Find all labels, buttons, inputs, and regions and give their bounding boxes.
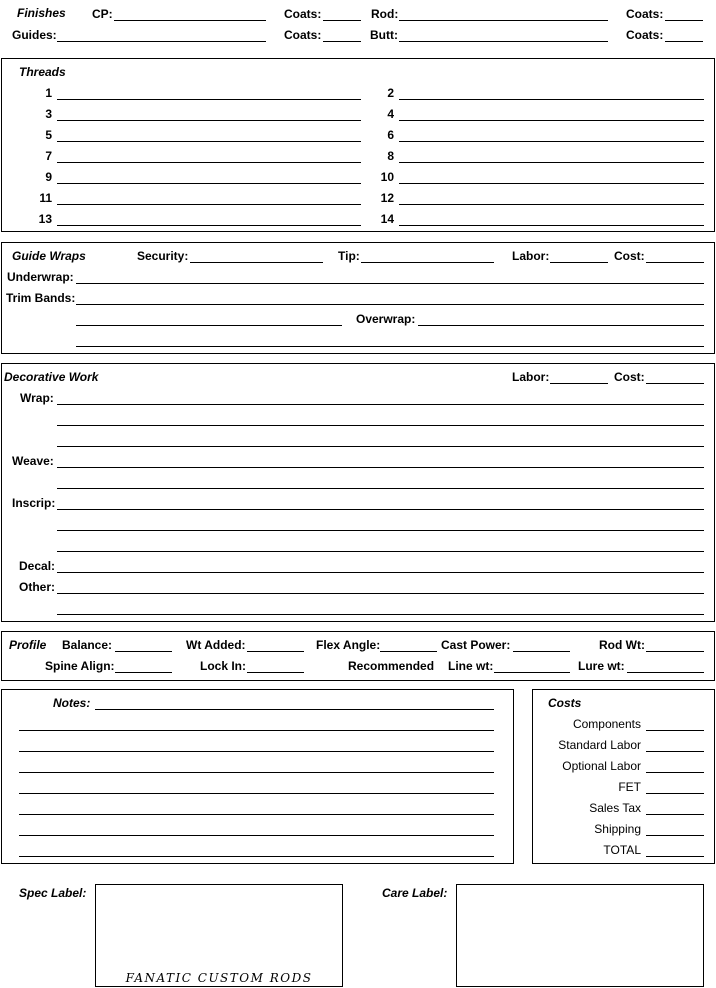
- spec-label-title: Spec Label:: [19, 886, 87, 900]
- thread-number: 8: [387, 149, 394, 163]
- brand-signature: FANATIC CUSTOM RODS: [125, 971, 313, 985]
- finishes-title: Finishes: [17, 6, 66, 20]
- thread-field[interactable]: [57, 162, 361, 163]
- cost-item-label: Shipping: [594, 822, 641, 836]
- guides-coats-field[interactable]: [323, 41, 361, 42]
- thread-number: 1: [45, 86, 52, 100]
- recommended-label: Recommended: [348, 659, 435, 673]
- butt-field[interactable]: [399, 41, 608, 42]
- underwrap-label: Underwrap:: [7, 270, 74, 284]
- decorative-cost-field[interactable]: [646, 383, 704, 384]
- thread-field[interactable]: [399, 162, 704, 163]
- thread-number: 4: [387, 107, 394, 121]
- thread-number: 7: [45, 149, 52, 163]
- thread-field[interactable]: [399, 204, 704, 205]
- guide-wraps-title: Guide Wraps: [12, 249, 86, 263]
- care-label-title: Care Label:: [382, 886, 448, 900]
- thread-number: 3: [45, 107, 52, 121]
- thread-field[interactable]: [57, 99, 361, 100]
- thread-field[interactable]: [399, 141, 704, 142]
- rod-coats-label: Coats:: [626, 7, 664, 21]
- tip-field[interactable]: [361, 262, 494, 263]
- rod-wt-label: Rod Wt:: [599, 638, 645, 652]
- lure-wt-label: Lure wt:: [578, 659, 625, 673]
- notes-field[interactable]: [95, 709, 494, 710]
- decorative-cost-label: Cost:: [614, 370, 645, 384]
- wt-added-field[interactable]: [247, 651, 304, 652]
- inscrip-field[interactable]: [57, 530, 704, 531]
- wrap-field[interactable]: [57, 404, 704, 405]
- rod-coats-field[interactable]: [665, 20, 703, 21]
- weave-label: Weave:: [12, 454, 54, 468]
- trim-bands-field[interactable]: [76, 304, 704, 305]
- notes-field[interactable]: [19, 856, 494, 857]
- cast-power-field[interactable]: [513, 651, 570, 652]
- cost-total-field[interactable]: [646, 856, 704, 857]
- trim-bands-field-2[interactable]: [76, 325, 342, 326]
- cost-item-label: Optional Labor: [562, 759, 641, 773]
- thread-number: 10: [380, 170, 394, 184]
- flex-angle-field[interactable]: [380, 651, 437, 652]
- decorative-title: Decorative Work: [4, 370, 99, 384]
- flex-angle-label: Flex Angle:: [316, 638, 381, 652]
- guide-wraps-extra-field[interactable]: [76, 346, 704, 347]
- other-field[interactable]: [57, 614, 704, 615]
- thread-number: 13: [38, 212, 52, 226]
- notes-field[interactable]: [19, 814, 494, 815]
- inscrip-label: Inscrip:: [12, 496, 56, 510]
- thread-number: 2: [387, 86, 394, 100]
- decorative-labor-label: Labor:: [512, 370, 550, 384]
- thread-number: 6: [387, 128, 394, 142]
- cost-item-field[interactable]: [646, 772, 704, 773]
- inscrip-field[interactable]: [57, 509, 704, 510]
- cost-item-label: Standard Labor: [558, 738, 641, 752]
- notes-field[interactable]: [19, 793, 494, 794]
- tip-label: Tip:: [338, 249, 360, 263]
- thread-field[interactable]: [399, 183, 704, 184]
- butt-coats-label: Coats:: [626, 28, 664, 42]
- lock-in-field[interactable]: [247, 672, 304, 673]
- wrap-field[interactable]: [57, 425, 704, 426]
- threads-title: Threads: [19, 65, 66, 79]
- thread-field[interactable]: [57, 225, 361, 226]
- thread-field[interactable]: [399, 99, 704, 100]
- security-label: Security:: [137, 249, 189, 263]
- cost-item-field[interactable]: [646, 814, 704, 815]
- thread-number: 5: [45, 128, 52, 142]
- thread-number: 9: [45, 170, 52, 184]
- guides-label: Guides:: [12, 28, 57, 42]
- thread-field[interactable]: [57, 141, 361, 142]
- lock-in-label: Lock In:: [200, 659, 247, 673]
- thread-field[interactable]: [399, 120, 704, 121]
- guide-cost-field[interactable]: [646, 262, 704, 263]
- guide-labor-label: Labor:: [512, 249, 550, 263]
- line-wt-label: Line wt:: [448, 659, 494, 673]
- care-label-box[interactable]: [456, 884, 704, 987]
- thread-field[interactable]: [399, 225, 704, 226]
- decal-label: Decal:: [19, 559, 56, 573]
- lure-wt-field[interactable]: [627, 672, 704, 673]
- cost-item-field[interactable]: [646, 835, 704, 836]
- weave-field[interactable]: [57, 467, 704, 468]
- thread-field[interactable]: [57, 183, 361, 184]
- security-field[interactable]: [190, 262, 323, 263]
- wrap-field[interactable]: [57, 446, 704, 447]
- notes-field[interactable]: [19, 730, 494, 731]
- cost-item-field[interactable]: [646, 751, 704, 752]
- thread-number: 12: [380, 191, 394, 205]
- cast-power-label: Cast Power:: [441, 638, 511, 652]
- costs-section: [532, 689, 715, 864]
- wrap-label: Wrap:: [20, 391, 54, 405]
- guides-field[interactable]: [57, 41, 266, 42]
- cp-field[interactable]: [114, 20, 266, 21]
- notes-field[interactable]: [19, 835, 494, 836]
- cp-coats-label: Coats:: [284, 7, 322, 21]
- guide-cost-label: Cost:: [614, 249, 645, 263]
- thread-field[interactable]: [57, 120, 361, 121]
- rod-label: Rod:: [371, 7, 399, 21]
- cp-label: CP:: [92, 7, 113, 21]
- cp-coats-field[interactable]: [323, 20, 361, 21]
- decorative-section: [1, 363, 715, 622]
- overwrap-label: Overwrap:: [356, 312, 416, 326]
- thread-number: 14: [380, 212, 394, 226]
- decal-field[interactable]: [57, 572, 704, 573]
- other-label: Other:: [19, 580, 55, 594]
- rod-wt-field[interactable]: [646, 651, 704, 652]
- thread-field[interactable]: [57, 204, 361, 205]
- threads-section: [1, 58, 715, 232]
- decorative-labor-field[interactable]: [550, 383, 608, 384]
- costs-title: Costs: [548, 696, 582, 710]
- wt-added-label: Wt Added:: [186, 638, 246, 652]
- weave-field[interactable]: [57, 488, 704, 489]
- notes-field[interactable]: [19, 772, 494, 773]
- notes-field[interactable]: [19, 751, 494, 752]
- guides-coats-label: Coats:: [284, 28, 322, 42]
- spec-label-box[interactable]: [95, 884, 343, 987]
- balance-label: Balance:: [62, 638, 113, 652]
- balance-field[interactable]: [115, 651, 172, 652]
- profile-title: Profile: [9, 638, 47, 652]
- spine-align-field[interactable]: [115, 672, 172, 673]
- notes-title: Notes:: [53, 696, 91, 710]
- spine-align-label: Spine Align:: [45, 659, 115, 673]
- butt-label: Butt:: [370, 28, 398, 42]
- underwrap-field[interactable]: [76, 283, 704, 284]
- cost-item-field[interactable]: [646, 793, 704, 794]
- butt-coats-field[interactable]: [665, 41, 703, 42]
- cost-total-label: TOTAL: [603, 843, 641, 857]
- other-field[interactable]: [57, 593, 704, 594]
- cost-item-label: Sales Tax: [589, 801, 641, 815]
- guide-labor-field[interactable]: [550, 262, 608, 263]
- inscrip-field[interactable]: [57, 551, 704, 552]
- overwrap-field[interactable]: [418, 325, 704, 326]
- trim-bands-label: Trim Bands:: [6, 291, 76, 305]
- cost-item-label: Components: [572, 717, 641, 731]
- notes-section: [1, 689, 514, 864]
- thread-number: 11: [39, 191, 52, 205]
- cost-item-label: FET: [618, 780, 641, 794]
- cost-item-field[interactable]: [646, 730, 704, 731]
- line-wt-field[interactable]: [494, 672, 570, 673]
- rod-field[interactable]: [399, 20, 608, 21]
